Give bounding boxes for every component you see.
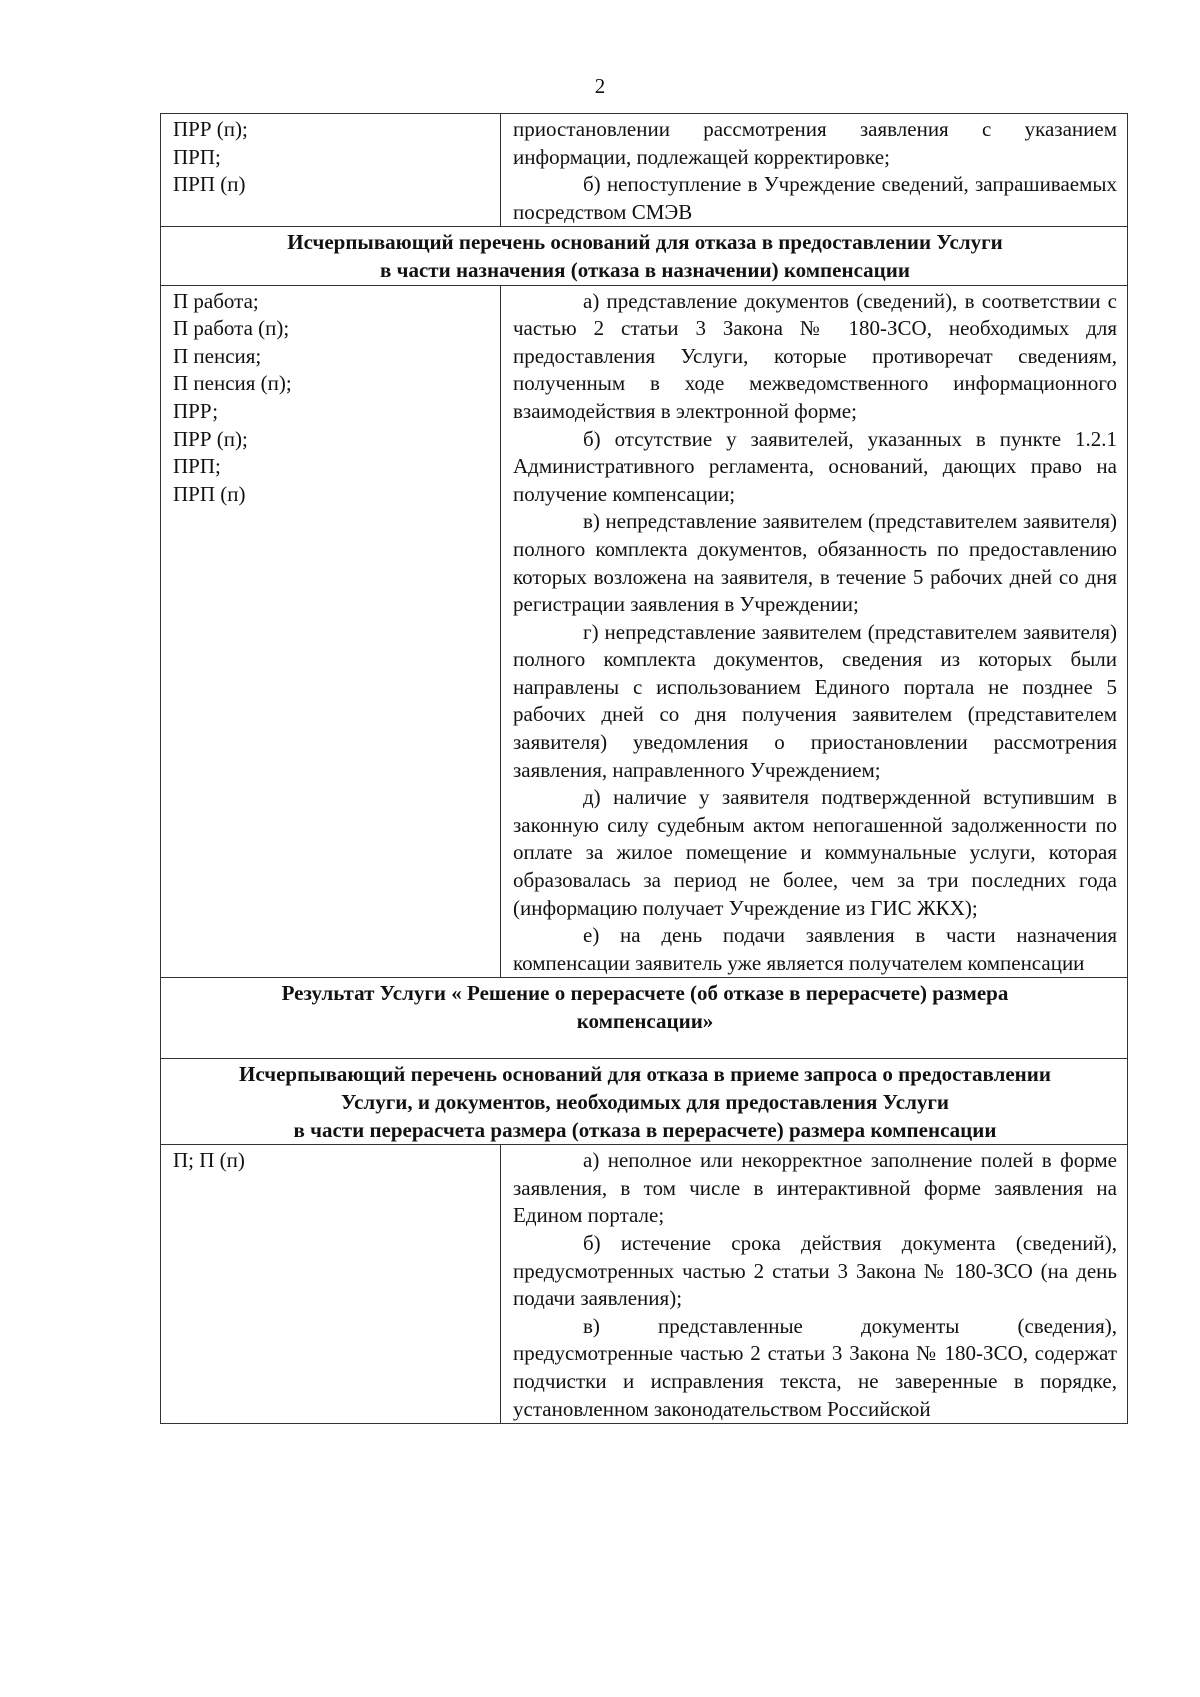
ground-paragraph: а) представление документов (сведений), в соответствии с частью 2 статьи 3 Закона № 180-ЗСО, необходимых для предоставления Услуги, которые противоречат сведениям, полученным в ходе межведомственного информационного взаимодействия в электронной форме; <box>513 288 1117 423</box>
category-code: ПРП; <box>173 454 221 479</box>
ground-paragraph: б) непоступление в Учреждение сведений, запрашиваемых посредством СМЭВ <box>513 172 1117 224</box>
category-code: ПРП (п) <box>173 481 246 506</box>
category-code: П работа; <box>173 288 259 313</box>
category-code: ПРР (п); <box>173 117 248 141</box>
ground-paragraph: в) представленные документы (сведения), предусмотренные частью 2 статьи 3 Закона № 180-ЗСО, содержат подчистки и исправления текста, не заверенные в порядке, установленном законодательством Российской <box>513 1313 1117 1421</box>
category-code: ПРР (п); <box>173 426 248 451</box>
heading-line: компенсации» <box>576 1009 714 1033</box>
ground-paragraph: г) непредставление заявителем (представителем заявителя) полного комплекта документов, сведения из которых были направлены с использованием Единого портала не позднее 5 рабочих дней со дня получения заявителем (представителем заявителя) уведомления о приостановлении рассмотрения заявления, направленного Учреждением; <box>513 619 1117 782</box>
ground-paragraph: б) отсутствие у заявителей, указанных в пункте 1.2.1 Административного регламента, оснований, дающих право на получение компенсации; <box>513 426 1117 506</box>
category-code: ПРР; <box>173 398 219 423</box>
heading-line: Результат Услуги « Решение о перерасчете (об отказе в перерасчете) размера <box>281 981 1009 1006</box>
ground-paragraph: в) непредставление заявителем (представителем заявителя) полного комплекта документов, обязанность по предоставлению которых возложена на заявителя, в течение 5 рабочих дней со дня регистрации заявления в Учреждении; <box>513 509 1117 617</box>
heading-line: в части перерасчета размера (отказа в перерасчете) размера компенсации <box>293 1117 997 1142</box>
table-row <box>161 114 1128 227</box>
grounds-table <box>160 113 1128 1424</box>
category-codes-cell <box>161 285 501 978</box>
table-row <box>161 285 1128 978</box>
table-row <box>161 1059 1128 1145</box>
table-row <box>161 1145 1128 1424</box>
ground-paragraph: а) неполное или некорректное заполнение полей в форме заявления, в том числе в интерактивной форме заявления на Едином портале; <box>513 1148 1117 1228</box>
category-code: П пенсия (п); <box>173 371 292 396</box>
heading-line: Исчерпывающий перечень оснований для отказа в предоставлении Услуги <box>287 230 1003 255</box>
table-row <box>161 978 1128 1059</box>
result-heading <box>161 978 1128 1059</box>
ground-paragraph: б) истечение срока действия документа (сведений), предусмотренных частью 2 статьи 3 Закона № 180-ЗСО (на день подачи заявления); <box>513 1230 1117 1311</box>
grounds-cell <box>501 285 1128 978</box>
heading-line: в части назначения (отказа в назначении) компенсации <box>380 257 910 282</box>
category-codes-cell <box>161 1145 501 1424</box>
ground-paragraph: д) наличие у заявителя подтвержденной вступившим в законную силу судебным актом непогашенной задолженности по оплате за жилое помещение и коммунальные услуги, которая образовалась за период не более, чем за три последних года (информацию получает Учреждение из ГИС ЖКХ); <box>513 785 1117 920</box>
heading-line: Услуги, и документов, необходимых для предоставления Услуги <box>340 1090 950 1114</box>
grounds-cell <box>501 1145 1128 1424</box>
category-code: ПРП; <box>173 144 221 169</box>
grounds-cell <box>501 114 1128 227</box>
ground-paragraph: е) на день подачи заявления в части назначения компенсации заявитель уже является получателем компенсации <box>513 923 1117 975</box>
category-code: ПРП (п) <box>173 172 246 197</box>
category-code: П; П (п) <box>173 1148 245 1173</box>
category-code: П работа (п); <box>173 316 290 341</box>
section-heading <box>161 227 1128 285</box>
table-row <box>161 227 1128 285</box>
category-codes-cell <box>161 114 501 227</box>
category-code: П пенсия; <box>173 343 262 368</box>
section-heading <box>161 1059 1128 1145</box>
heading-line: Исчерпывающий перечень оснований для отказа в приеме запроса о предоставлении <box>239 1062 1051 1087</box>
ground-paragraph: приостановлении рассмотрения заявления с указанием информации, подлежащей корректировке; <box>513 117 1117 169</box>
page-number: 2 <box>594 74 606 98</box>
